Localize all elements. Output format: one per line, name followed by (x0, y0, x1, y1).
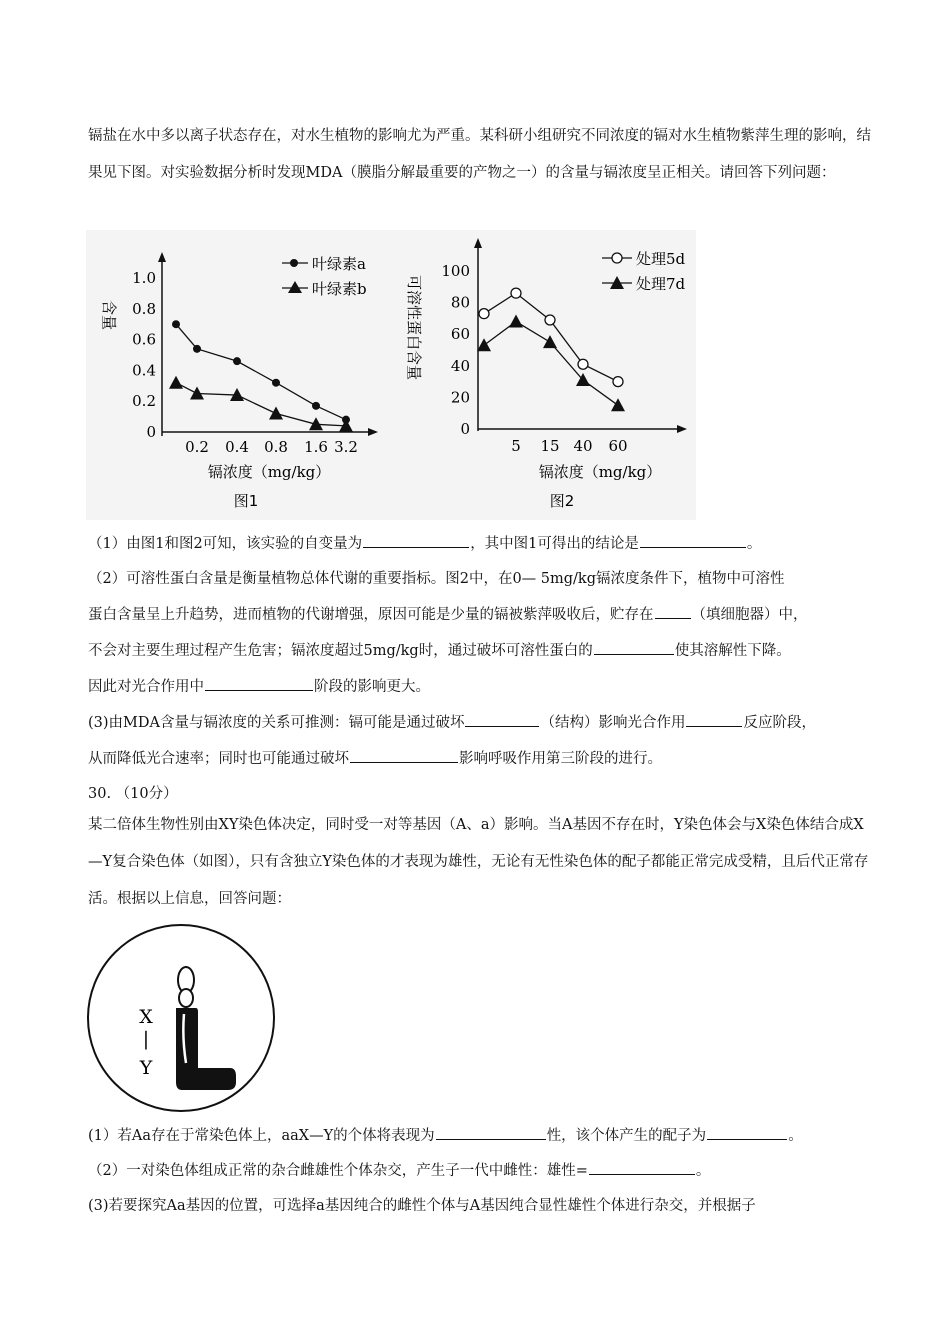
q30-header: 30. （10分） (88, 786, 178, 802)
q30-sub1-text-a: (1）若Aa存在于常染色体上，aaX—Y的个体将表现为 (88, 1128, 435, 1144)
q30-sub3: (3)若要探究Aa基因的位置，可选择a基因纯合的雌性个体与A基因纯合显性雄性个体进行杂交，并根据子 (88, 1198, 756, 1214)
chart1-xtick-label: 0.2 (185, 438, 209, 456)
chart1-title: 图1 (233, 492, 259, 510)
answer-blank[interactable] (589, 1160, 695, 1175)
chart2-series-1-point (578, 359, 588, 369)
answer-blank[interactable] (350, 748, 458, 763)
chart2-ytick-label: 60 (450, 325, 470, 344)
chart2-xtick-label: 60 (608, 437, 628, 455)
answer-blank[interactable] (594, 640, 674, 655)
chart1-xtick-label: 0.4 (225, 438, 249, 456)
q30-sub2-text-a: （2）一对染色体组成正常的杂合雌雄性个体杂交，产生子一代中雌性：雄性= (88, 1163, 588, 1179)
q30-sub1-text-b: 性，该个体产生的配子为 (546, 1128, 707, 1144)
q29-sub1 (88, 533, 888, 555)
q29-sub2-line4 (88, 676, 888, 698)
q29-sub3-text-c: 反应阶段， (743, 715, 816, 731)
chart1-legend-label-b: 叶绿素b (312, 280, 367, 298)
chart2-title: 图2 (549, 492, 575, 510)
chart1-ytick-label: 0.4 (132, 361, 156, 380)
label-dash: | (142, 1028, 150, 1050)
chart2-ylabel: 可溶性蛋白含量 (405, 275, 423, 381)
chart2-xtick-label: 40 (573, 437, 593, 455)
chart1-ytick-label: 0 (146, 423, 156, 441)
chart2-legend-label-7d: 处理7d (636, 275, 686, 293)
chart1-legend-label-a: 叶绿素a (312, 255, 366, 273)
chart2-xlabel: 镉浓度（mg/kg） (538, 463, 662, 481)
chart2-xtick-label: 15 (540, 437, 560, 455)
chart1-xtick-label: 1.6 (304, 438, 328, 456)
chromosome-upper-arm (179, 989, 193, 1007)
q29-sub2-line2 (88, 604, 888, 626)
q30-sub1 (88, 1125, 888, 1147)
chart1-series-1-point (193, 345, 201, 353)
label-y: Y (139, 1057, 153, 1079)
q29-sub1-text-b: ，其中图1可得出的结论是 (470, 536, 639, 552)
label-x: X (139, 1006, 153, 1028)
q29-sub3-line1 (88, 712, 888, 734)
q29-sub2-text-e: 因此对光合作用中 (88, 679, 204, 695)
q29-sub2-text-d: 使其溶解性下降。 (674, 643, 791, 659)
chart1-series-1-point (172, 320, 180, 328)
answer-blank[interactable] (205, 676, 313, 691)
q29-sub3-text-a: (3)由MDA含量与镉浓度的关系可推测：镉可能是通过破坏 (88, 715, 465, 731)
legend-open-circle-marker (612, 253, 622, 263)
q29-sub2-text-b: （填细胞器）中， (691, 607, 808, 623)
chart1-series-1-point (312, 402, 320, 410)
chart1-xtick-label: 0.8 (264, 438, 288, 456)
chart2-series-1-point (479, 309, 489, 319)
answer-blank[interactable] (640, 533, 746, 548)
chart2-legend-label-5d: 处理5d (636, 250, 686, 268)
q29-sub3-line2 (88, 748, 888, 770)
answer-blank[interactable] (655, 604, 691, 619)
chart1-ytick-label: 0.6 (132, 330, 156, 349)
q29-sub2-text-c: 不会对主要生理过程产生危害；镉浓度超过5mg/kg时，通过破坏可溶性蛋白的 (88, 643, 593, 659)
chart2-series-1-point (613, 377, 623, 387)
chart2-ytick-label: 20 (450, 388, 470, 407)
intro-paragraph: 镉盐在水中多以离子状态存在，对水生植物的影响尤为严重。某科研小组研究不同浓度的镉对水生植物紫萍生理的影响，结果见下图。对实验数据分析时发现MDA（膜脂分解最重要的产物之一）的含量与镉浓度呈正相关。请回答下列问题： (88, 128, 871, 181)
chart2-ytick-label: 80 (450, 293, 470, 312)
answer-blank[interactable] (686, 712, 742, 727)
q29-sub3-text-e: 影响呼吸作用第三阶段的进行。 (459, 751, 662, 767)
chromosome-figure (84, 918, 284, 1118)
answer-blank[interactable] (363, 533, 469, 548)
chart2-ytick-label: 100 (441, 262, 470, 280)
chart1-ytick-label: 1.0 (132, 269, 156, 287)
chart1-ytick-label: 0.8 (132, 299, 156, 318)
chart2-ytick-label: 0 (460, 420, 470, 438)
q29-sub3-text-d: 从而降低光合速率；同时也可能通过破坏 (88, 751, 349, 767)
q30-intro: 某二倍体生物性别由XY染色体决定，同时受一对等基因（A、a）影响。当A基因不存在时，Y染色体会与X染色体结合成X—Y复合染色体（如图），只有含独立Y染色体的才表现为雄性，无论有无性染色体的配子都能正常完成受精，且后代正常存活。根据以上信息，回答问题： (88, 817, 869, 907)
q29-sub2-line1: （2）可溶性蛋白含量是衡量植物总体代谢的重要指标。图2中，在0— 5mg/kg镉浓度条件下，植物中可溶性 (88, 571, 785, 587)
answer-blank[interactable] (465, 712, 539, 727)
answer-blank[interactable] (707, 1125, 787, 1140)
q29-sub1-text-a: （1）由图1和图2可知，该实验的自变量为 (88, 536, 363, 552)
chart2-ytick-label: 40 (450, 356, 470, 375)
chart1-series-1-point (233, 357, 241, 365)
chart2-xtick-label: 5 (511, 437, 521, 455)
chart1-xlabel: 镉浓度（mg/kg） (207, 463, 331, 481)
q29-sub2-text-f: 阶段的影响更大。 (314, 679, 430, 695)
chart1-xtick-label: 3.2 (334, 438, 358, 456)
figure-area (86, 230, 696, 520)
chart1-ylabel: 含量 (100, 300, 118, 331)
q29-sub2-text-a: 蛋白含量呈上升趋势，进而植物的代谢增强，原因可能是少量的镉被紫萍吸收后，贮存在 (88, 607, 654, 623)
q29-sub2-line3 (88, 640, 888, 662)
q30-sub2 (88, 1160, 888, 1182)
q30-sub2-text-b: 。 (695, 1163, 711, 1179)
q29-sub3-text-b: （结构）影响光合作用 (540, 715, 686, 731)
chart2-series-1-point (545, 315, 555, 325)
answer-blank[interactable] (436, 1125, 546, 1140)
q29-sub1-text-c: 。 (746, 536, 762, 552)
chart1-series-1-point (272, 379, 280, 387)
chart1-ytick-label: 0.2 (132, 392, 156, 411)
chart2-series-1-point (511, 288, 521, 298)
legend-filled-circle-marker (290, 259, 298, 267)
q30-sub1-text-c: 。 (788, 1128, 803, 1144)
